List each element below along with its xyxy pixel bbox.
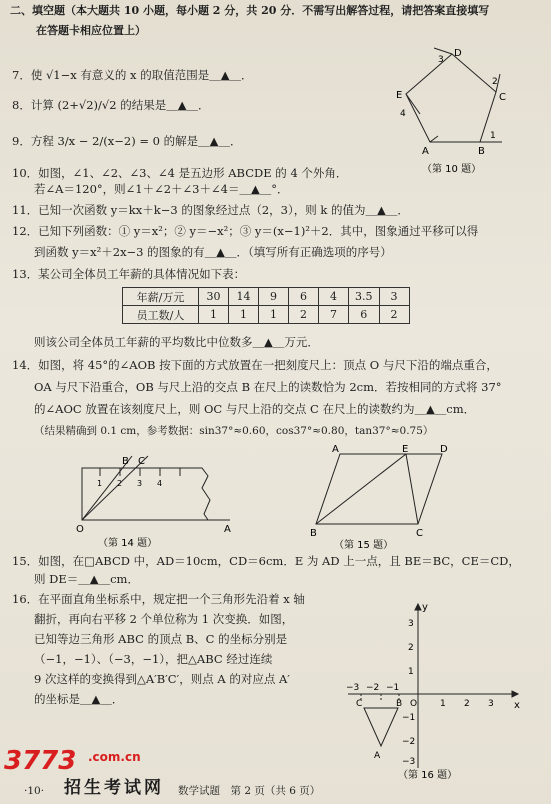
page-number: ·10· (24, 785, 45, 797)
table-cell: 9 (259, 288, 289, 306)
salary-table (122, 287, 410, 324)
fig10-label-4: 4 (400, 109, 406, 119)
fig14-caption: （第 14 题） (98, 538, 158, 548)
question-16-line6: 的坐标是＿▲＿． (34, 692, 124, 706)
watermark-logo: 3773 (4, 746, 77, 776)
question-10-line1: 10．如图，∠1、∠2、∠3、∠4 是五边形 ABCDE 的 4 个外角． (12, 166, 348, 180)
question-13-line1: 13．某公司全体员工年薪的具体情况如下表： (12, 267, 246, 281)
fig14-label-O: O (76, 524, 84, 535)
table-cell: 14 (229, 288, 259, 306)
fig16-ytick: −2 (402, 737, 416, 747)
question-7: 7．使 √1−x 有意义的 x 的取值范围是＿▲＿． (12, 68, 253, 82)
fig16-xtick: 3 (488, 699, 494, 709)
watermark-subtitle: 招生考试网 (64, 778, 164, 798)
section-title-cont: 在答题卡相应位置上） (36, 24, 146, 37)
table-cell: 1 (229, 306, 259, 324)
figure-14-ruler (70, 448, 240, 548)
table-cell: 2 (289, 306, 319, 324)
fig10-label-2: 2 (492, 77, 498, 87)
fig16-caption: （第 16 题） (398, 770, 458, 781)
fig10-label-C: C (499, 92, 506, 103)
watermark-domain: .com.cn (88, 750, 141, 764)
fig10-label-1: 1 (490, 131, 496, 141)
question-14-line4: （结果精确到 0.1 cm，参考数据：sin37°≈0.60，cos37°≈0.80，tan37°≈0.75） (34, 425, 434, 437)
question-15-line1: 15．如图，在□ABCD 中，AD＝10cm，CD＝6cm．E 为 AD 上一点，且 BE＝BC，CE＝CD， (12, 554, 520, 568)
fig10-label-E: E (396, 90, 403, 101)
question-10-line2: 若∠A＝120°，则∠1＋∠2＋∠3＋∠4＝＿▲＿°． (34, 182, 289, 196)
fig15-label-A: A (332, 444, 339, 455)
question-16-line4: （−1，−1）、（−3，−1），把△ABC 经过连续 (34, 652, 273, 666)
question-14-line3: 的∠AOC 放置在该刻度尺上，则 OC 与尺上沿的交点 C 在尺上的读数约为＿▲＿cm． (34, 402, 476, 416)
fig16-label-O: O (410, 699, 418, 709)
table-cell: 年薪/万元 (123, 288, 199, 306)
fig15-label-C: C (416, 528, 423, 539)
question-14-line1: 14．如图，将 45°的∠AOB 按下面的方式放置在一把刻度尺上：顶点 O 与尺下沿的端点重合， (12, 358, 498, 372)
fig14-tick-2: 2 (117, 479, 123, 488)
fig10-label-3: 3 (438, 55, 444, 65)
fig15-label-E: E (402, 444, 409, 455)
table-cell: 1 (199, 306, 229, 324)
question-12-line2: 到函数 y＝x²＋2x−3 的图象的有＿▲＿．（填写所有正确选项的序号） (34, 245, 392, 259)
fig16-xtick: 2 (464, 699, 470, 709)
table-cell: 7 (319, 306, 349, 324)
table-cell: 30 (199, 288, 229, 306)
fig16-label-y: y (422, 602, 428, 613)
fig16-ytick: 1 (408, 667, 414, 677)
fig16-xtick: 1 (440, 699, 446, 709)
fig14-label-B: B (122, 456, 129, 467)
fig14-label-A: A (224, 524, 231, 535)
question-16-line3: 已知等边三角形 ABC 的顶点 B、C 的坐标分别是 (34, 632, 288, 646)
table-cell: 6 (289, 288, 319, 306)
fig16-xtick: −2 (366, 683, 380, 693)
table-cell: 2 (379, 306, 409, 324)
figure-10-pentagon (378, 40, 528, 180)
question-14-line2: OA 与尺下沿重合，OB 与尺上沿的交点 B 在尺上的读数恰为 2cm．若按相同的方式将 37° (34, 380, 502, 394)
fig14-tick-3: 3 (137, 479, 143, 488)
question-12-line1: 12．已知下列函数：① y＝x²；② y＝−x²；③ y＝(x−1)²＋2．其中，图象通过平移可以得 (12, 224, 479, 238)
question-13-line2: 则该公司全体员工年薪的平均数比中位数多＿▲＿万元． (34, 335, 319, 349)
question-9: 9．方程 3/x − 2/(x−2) = 0 的解是＿▲＿． (12, 134, 242, 148)
fig16-ytick: −1 (402, 713, 416, 723)
table-cell: 1 (259, 306, 289, 324)
figure-15-parallelogram (300, 440, 460, 550)
fig15-caption: （第 15 题） (334, 540, 394, 550)
question-8: 8．计算 (2+√2)/√2 的结果是＿▲＿． (12, 98, 210, 112)
fig14-tick-1: 1 (97, 479, 103, 488)
fig16-label-x: x (514, 700, 520, 711)
fig15-label-B: B (310, 528, 317, 539)
fig14-tick-4: 4 (157, 479, 163, 488)
count-row (123, 306, 410, 324)
question-16-line1: 16．在平面直角坐标系中，规定把一个三角形先沿着 x 轴 (12, 592, 305, 606)
fig16-xtick: −3 (346, 683, 360, 693)
question-16-line5: 9 次这样的变换得到△A′B′C′，则点 A 的对应点 A′ (34, 672, 290, 686)
fig10-label-A: A (422, 146, 429, 157)
fig10-label-B: B (478, 146, 485, 157)
fig16-ytick: 2 (408, 643, 414, 653)
fig14-label-C: C (138, 456, 145, 467)
question-16-line2: 翻折，再向右平移 2 个单位称为 1 次变换．如图， (34, 612, 294, 626)
fig10-caption: （第 10 题） (422, 164, 482, 175)
fig16-ytick: 3 (408, 619, 414, 629)
question-11: 11．已知一次函数 y＝kx＋k−3 的图象经过点（2，3），则 k 的值为＿▲＿． (12, 203, 409, 217)
fig16-label-C: C (356, 699, 363, 709)
table-cell: 3.5 (349, 288, 380, 306)
table-cell: 3 (379, 288, 409, 306)
section-title: 二、填空题（本大题共 10 小题，每小题 2 分，共 20 分．不需写出解答过程，请把答案直接填写 (10, 4, 490, 17)
fig16-ytick: −3 (402, 757, 416, 767)
fig16-label-A: A (374, 751, 381, 761)
fig16-label-B: B (396, 699, 403, 709)
question-15-line2: 则 DE＝＿▲＿cm． (34, 572, 139, 586)
salary-row (123, 288, 410, 306)
fig15-label-D: D (440, 444, 448, 455)
fig10-label-D: D (454, 48, 462, 59)
table-cell: 6 (349, 306, 380, 324)
figure-16-coordinates (338, 598, 528, 782)
page-footer: 数学试题 第 2 页（共 6 页） (178, 785, 321, 797)
table-cell: 员工数/人 (123, 306, 199, 324)
table-cell: 4 (319, 288, 349, 306)
fig16-xtick: −1 (386, 683, 400, 693)
